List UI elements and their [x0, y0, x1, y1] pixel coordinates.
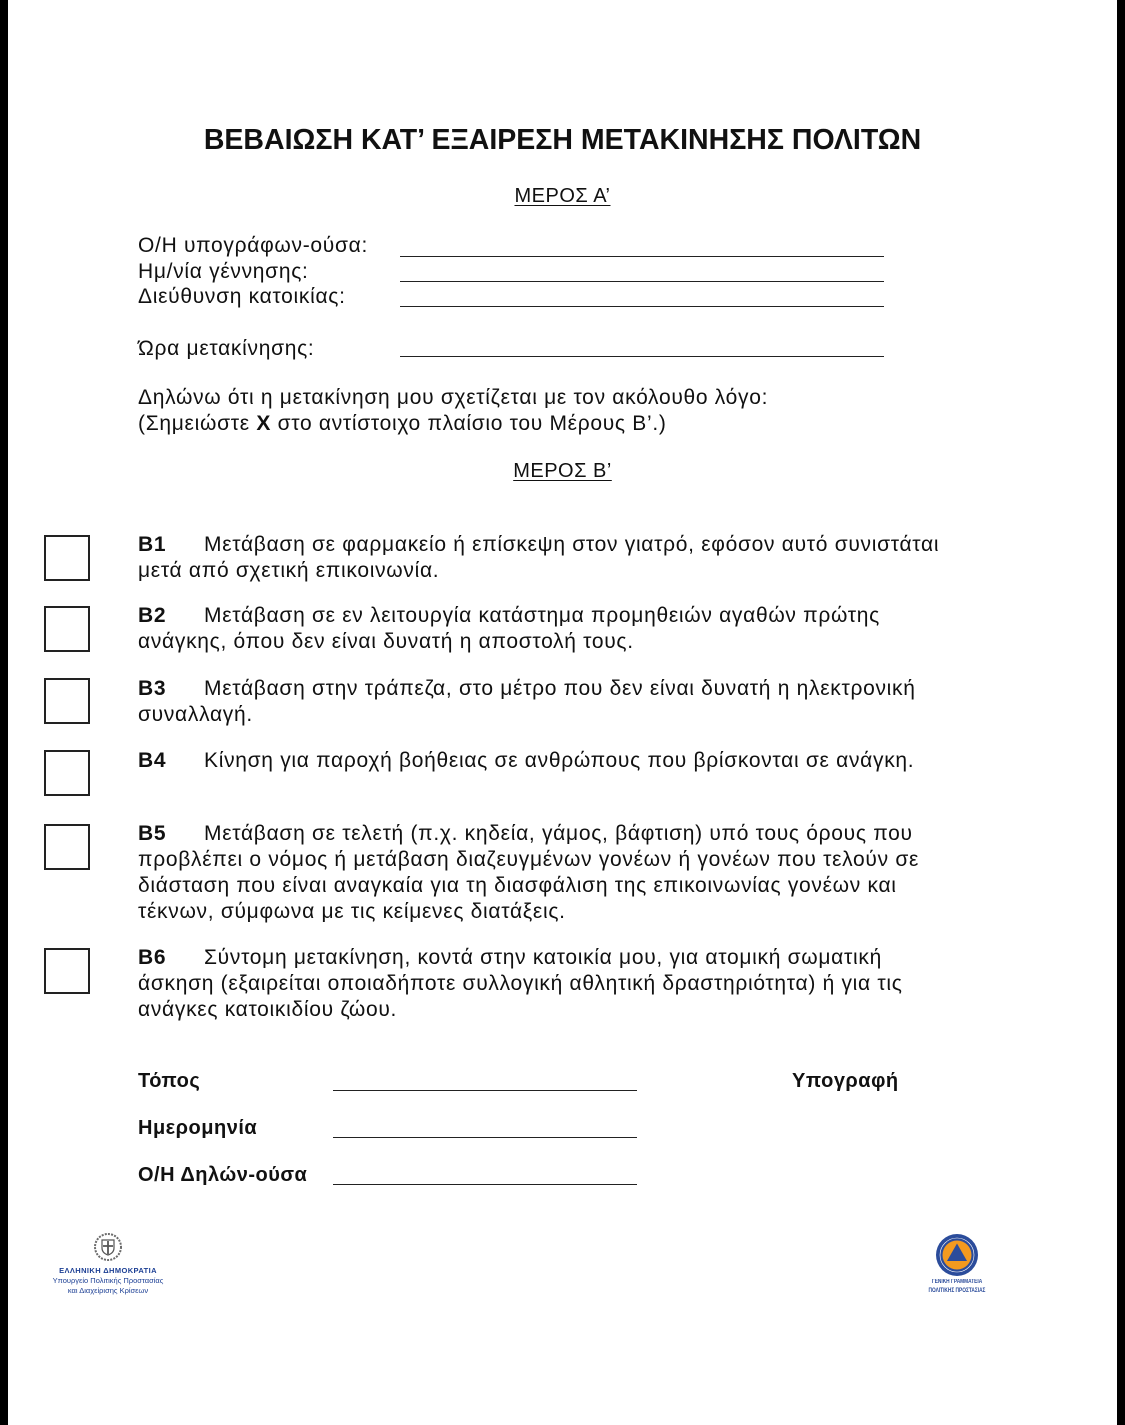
reason-item-b3: [138, 676, 916, 728]
logo-line: Υπουργείο Πολιτικής Προστασίας: [52, 1276, 164, 1285]
part-a-heading: [0, 184, 1125, 208]
reason-text: Μετάβαση στην τράπεζα, στο μέτρο που δεν είναι δυνατή η ηλεκτρονική: [204, 677, 916, 700]
date-blank: [333, 1137, 637, 1138]
part-a-heading-text: ΜΕΡΟΣ Α’: [514, 185, 611, 207]
signature-label: Υπογραφή: [792, 1070, 899, 1092]
checkbox-b1: [44, 535, 90, 581]
reason-line: ανάγκες κατοικιδίου ζώου.: [138, 998, 398, 1021]
reason-line: διάσταση που είναι αναγκαία για τη διασφάλιση της επικοινωνίας γονέων και: [138, 874, 897, 897]
date-label: Ημερομηνία: [138, 1117, 258, 1139]
reason-item-b5: [138, 821, 919, 925]
checkbox-b4: [44, 750, 90, 796]
reason-line: προβλέπει ο νόμος ή μετάβαση διαζευγμένων γονέων ή γονέων που τελούν σε: [138, 848, 920, 871]
place-blank: [333, 1090, 637, 1091]
reason-line: τέκνων, σύμφωνα με τις κείμενες διατάξεις.: [138, 900, 566, 923]
reason-line: [138, 748, 914, 774]
reason-line: ανάγκης, όπου δεν είναι δυνατή η αποστολή τους.: [138, 630, 634, 653]
part-b-heading-text: ΜΕΡΟΣ Β’: [513, 460, 612, 482]
checkbox-b3: [44, 678, 90, 724]
checkbox-b6: [44, 948, 90, 994]
reason-line: [138, 945, 903, 971]
instruction-text: [138, 411, 667, 437]
instruction-before: (Σημειώστε: [138, 412, 257, 435]
signer-name-blank: [400, 256, 884, 257]
reason-text: Μετάβαση σε τελετή (π.χ. κηδεία, γάμος, βάφτιση) υπό τους όρους που: [204, 822, 913, 845]
declarant-label: Ο/Η Δηλών-ούσα: [138, 1164, 308, 1186]
birth-date-blank: [400, 281, 884, 282]
greek-coat-of-arms-icon: [93, 1232, 123, 1262]
reason-item-b2: [138, 603, 880, 655]
reason-item-b6: [138, 945, 903, 1023]
part-b-heading: [0, 459, 1125, 483]
reason-text: Μετάβαση σε εν λειτουργία κατάστημα προμηθειών αγαθών πρώτης: [204, 604, 880, 627]
civil-protection-emblem-icon: [935, 1233, 979, 1277]
reason-line: [138, 603, 880, 629]
reason-code: Β5: [138, 822, 167, 845]
civil-protection-logo-text: [909, 1278, 1005, 1296]
reason-text: Μετάβαση σε φαρμακείο ή επίσκεψη στον γιατρό, εφόσον αυτό συνιστάται: [204, 533, 940, 556]
ministry-logo-text: [38, 1266, 178, 1296]
declarant-blank: [333, 1184, 637, 1185]
reason-line: [138, 821, 919, 847]
document-title: ΒΕΒΑΙΩΣΗ ΚΑΤ’ ΕΞΑΙΡΕΣΗ ΜΕΤΑΚΙΝΗΣΗΣ ΠΟΛΙΤΩΝ: [203, 124, 922, 156]
logo-line: ΓΕΝΙΚΗ ΓΡΑΜΜΑΤΕΙΑ: [931, 1279, 983, 1285]
reason-code: Β4: [138, 749, 167, 772]
birth-date-label: Ημ/νία γέννησης:: [138, 260, 309, 283]
reason-code: Β6: [138, 946, 167, 969]
reason-line: [138, 532, 939, 558]
reason-line: συναλλαγή.: [138, 703, 253, 726]
movement-time-blank: [400, 356, 884, 357]
reason-code: Β2: [138, 604, 167, 627]
reason-item-b4: [138, 748, 914, 774]
reason-text: Σύντομη μετακίνηση, κοντά στην κατοικία μου, για ατομική σωματική: [204, 946, 882, 969]
reason-code: Β1: [138, 533, 167, 556]
movement-time-label: Ώρα μετακίνησης:: [138, 337, 315, 360]
reason-item-b1: [138, 532, 939, 584]
logo-line: ΠΟΛΙΤΙΚΗΣ ΠΡΟΣΤΑΣΙΑΣ: [928, 1288, 986, 1294]
checkbox-b2: [44, 606, 90, 652]
reason-line: μετά από σχετική επικοινωνία.: [138, 559, 440, 582]
reason-line: [138, 676, 916, 702]
checkbox-b5: [44, 824, 90, 870]
reason-line: άσκηση (εξαιρείται οποιαδήποτε συλλογική αθλητική δραστηριότητα) ή για τις: [138, 972, 903, 995]
instruction-after: στο αντίστοιχο πλαίσιο του Μέρους Β’.): [271, 412, 667, 435]
signer-name-label: Ο/Η υπογράφων-ούσα:: [138, 234, 369, 257]
declaration-text: Δηλώνω ότι η μετακίνηση μου σχετίζεται με τον ακόλουθο λόγο:: [138, 386, 769, 409]
logo-line: ΕΛΛΗΝΙΚΗ ΔΗΜΟΚΡΑΤΙΑ: [59, 1266, 157, 1275]
place-label: Τόπος: [138, 1070, 201, 1092]
frame-edge-right: [1117, 0, 1125, 1425]
logo-line: και Διαχείρισης Κρίσεων: [67, 1286, 149, 1295]
frame-edge-left: [0, 0, 8, 1425]
home-address-label: Διεύθυνση κατοικίας:: [138, 285, 346, 308]
reason-code: Β3: [138, 677, 167, 700]
reason-text: Κίνηση για παροχή βοήθειας σε ανθρώπους που βρίσκονται σε ανάγκη.: [204, 749, 915, 772]
home-address-blank: [400, 306, 884, 307]
instruction-mark: X: [256, 412, 272, 435]
